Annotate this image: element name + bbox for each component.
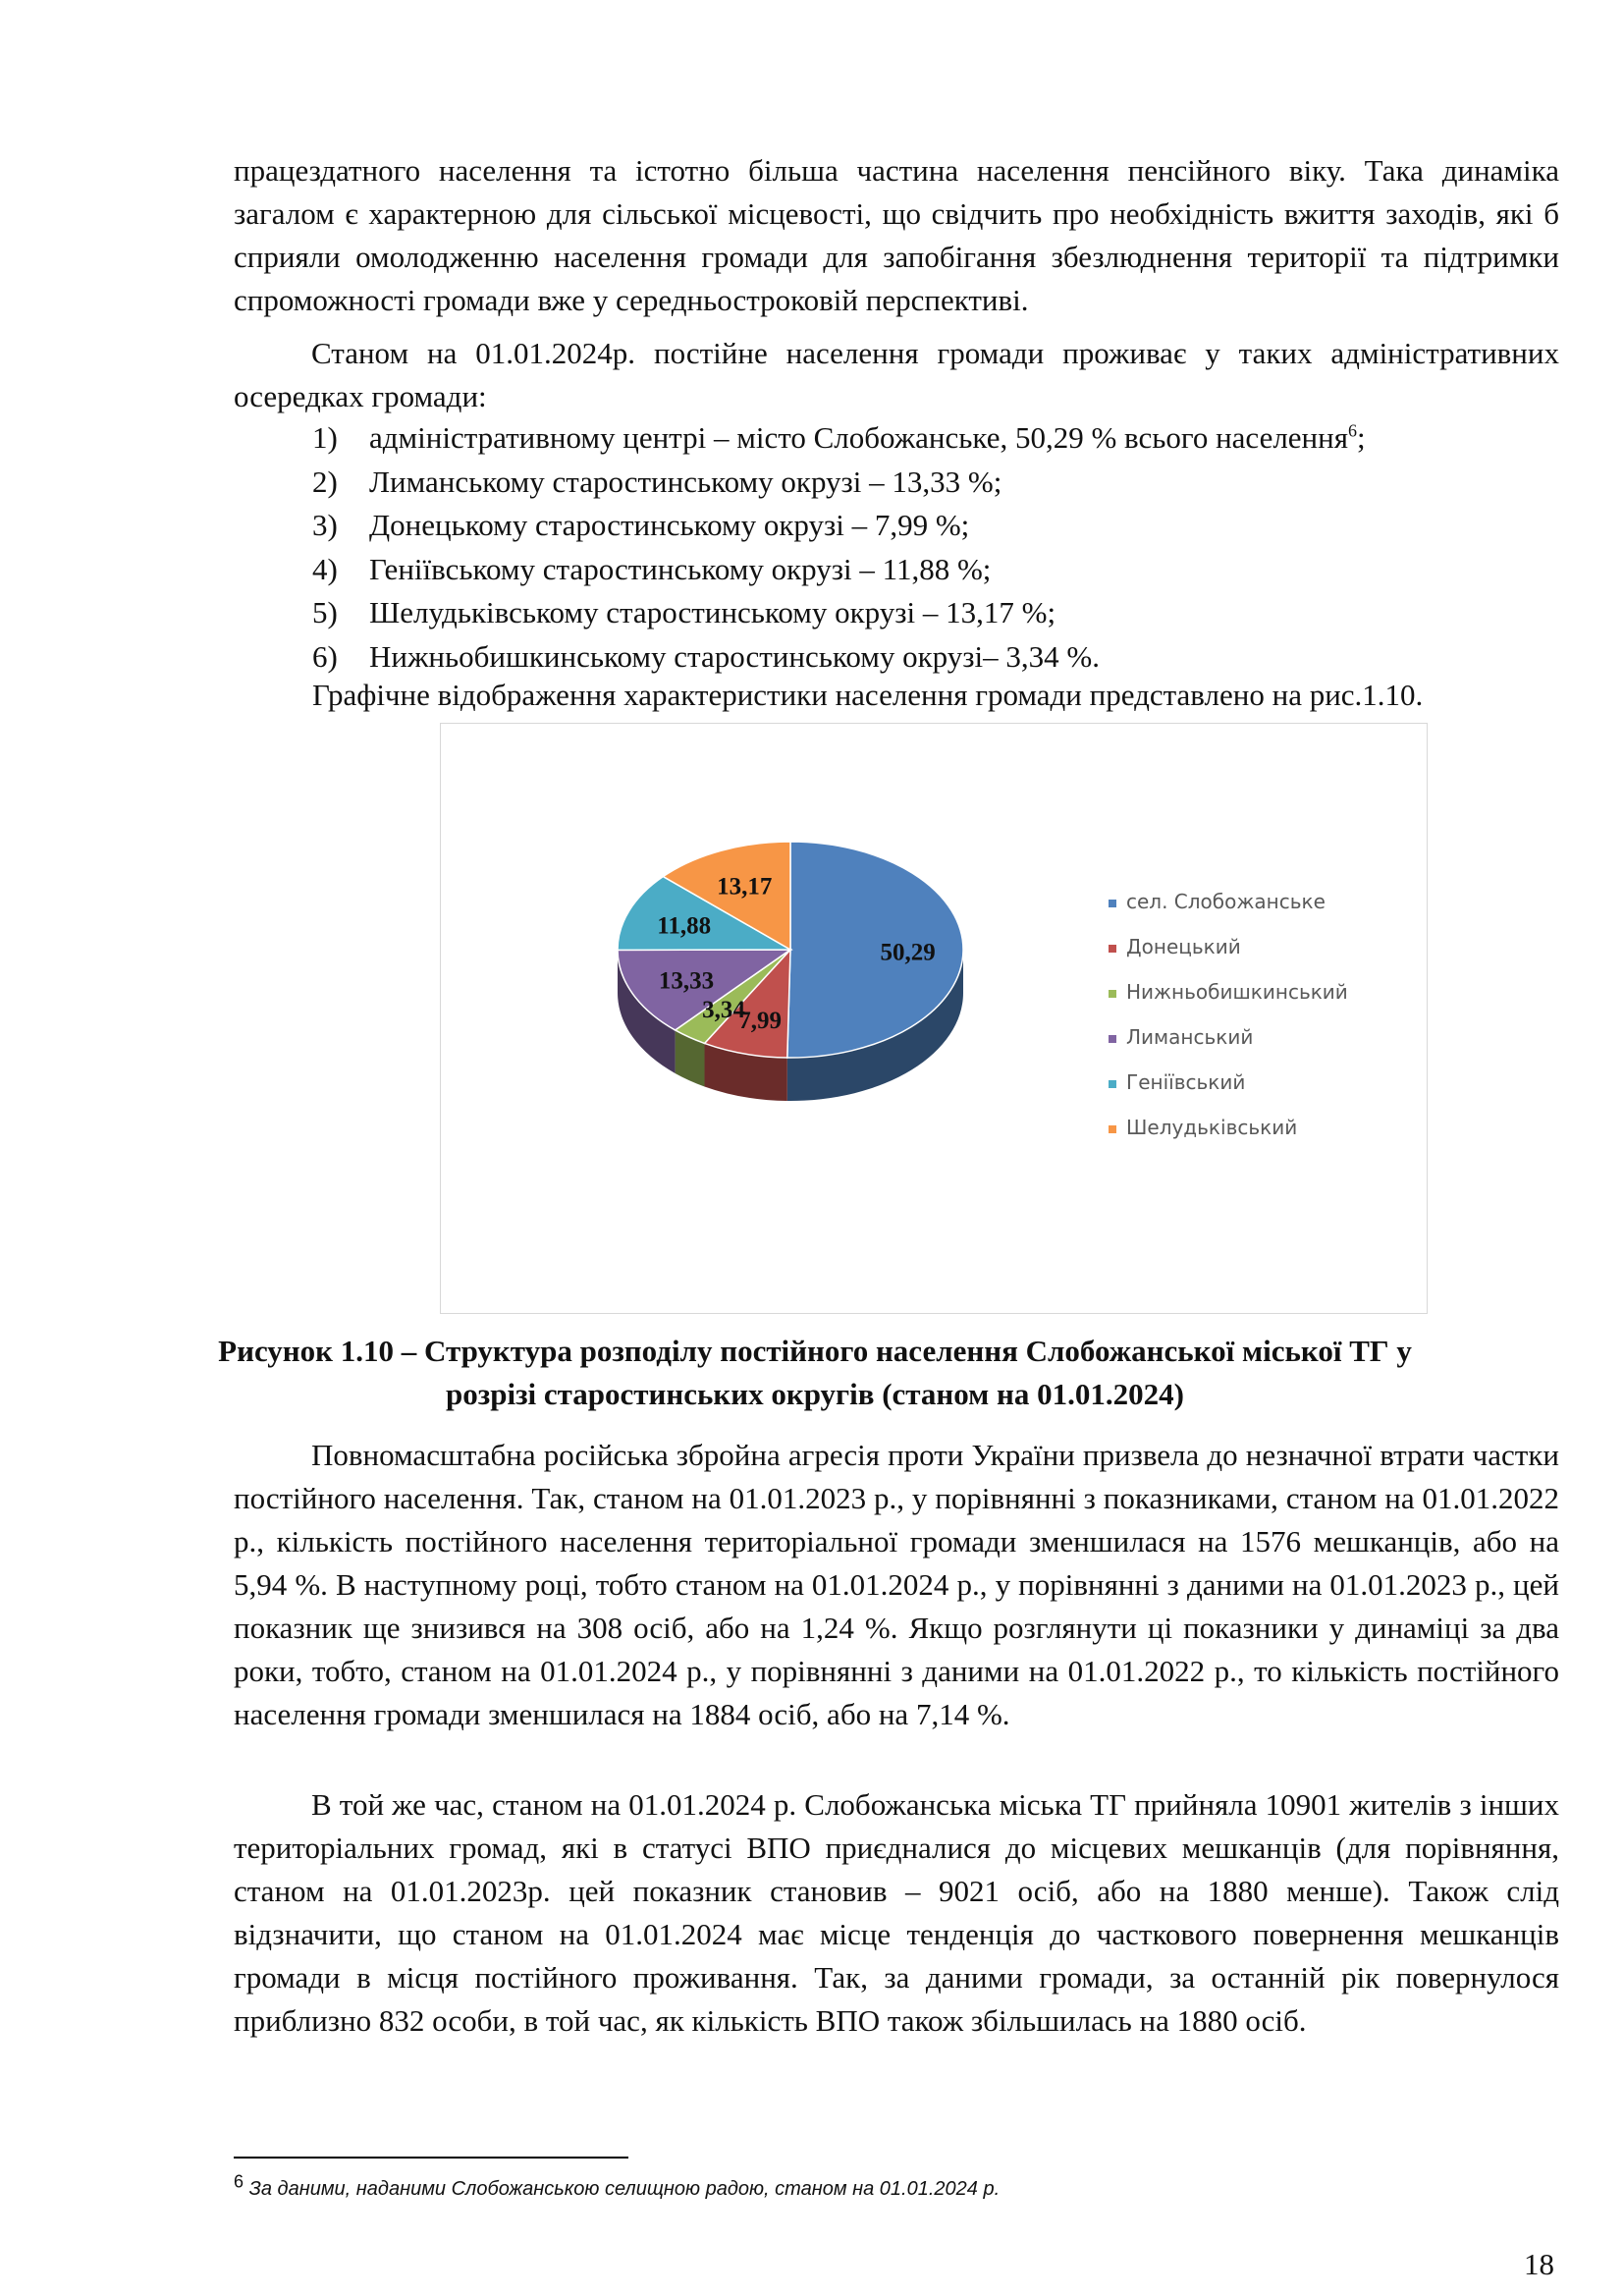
- list-item: [312, 504, 1490, 548]
- legend-marker: [1109, 900, 1116, 907]
- list-number: 5): [312, 595, 338, 629]
- list-item: [312, 548, 1490, 592]
- chart-legend: [1109, 890, 1348, 1139]
- pie-data-label: 7,99: [738, 1007, 782, 1034]
- list-item: [312, 635, 1490, 680]
- caption-line-1: Рисунок 1.10 – Структура розподілу постійного населення Слобожанської міської ТГ у: [218, 1334, 1412, 1368]
- pie-data-label: 50,29: [880, 939, 936, 966]
- paragraph-3: Повномасштабна російська збройна агресія проти України призвела до незначної втрати частки постійного населення. Так, станом на 01.01.2023 р., у порівнянні з показниками, станом на 01.01.2022 р., кількість постійного населення територіальної громади зменшилася на 1576 мешканців, або на 5,94 %. В наступному році, тобто станом на 01.01.2024 р., у порівнянні з даними на 01.01.2023 р., цей показник ще знизився на 308 осіб, або на 1,24 %. Якщо розглянути ці показники у динаміці за два роки, тобто, станом на 01.01.2024 р., у порівнянні з даними на 01.01.2022 р., то кількість постійного населення громади зменшилася на 1884 осіб, або на 7,14 %.: [234, 1438, 1559, 1731]
- pie-chart: [440, 723, 1428, 1314]
- list-item: [312, 461, 1490, 505]
- pie-data-label: 3,34: [702, 996, 745, 1023]
- list-number: 3): [312, 508, 338, 542]
- footnote: [234, 2171, 1001, 2201]
- paragraph-4: В той же час, станом на 01.01.2024 р. Слобожанська міська ТГ прийняла 10901 жителів з інших територіальних громад, які в статусі ВПО приєдналися до місцевих мешканців (для порівняння, станом на 01.01.2023р. цей показник становив – 9021 осіб, або на 1880 менше). Також слід відзначити, що станом на 01.01.2024 має місце тенденція до часткового повернення мешканців громади в місця постійного проживання. Так, за даними громади, за останній рік повернулося приблизно 832 особи, в той час, як кількість ВПО також збільшилась на 1880 осіб.: [234, 1787, 1559, 2038]
- list-number: 6): [312, 638, 338, 674]
- legend-marker: [1109, 1035, 1116, 1043]
- footnote-reference[interactable]: 6: [1348, 420, 1357, 441]
- footnote-number: 6: [234, 2171, 244, 2192]
- list-text: Донецькому старостинському окрузі – 7,99 %;: [369, 508, 970, 542]
- footnote-separator: [234, 2157, 628, 2159]
- footnote-text: За даними, наданими Слобожанською селищною радою, станом на 01.01.2024 р.: [248, 2178, 1001, 2200]
- pie-data-label: 13,33: [658, 967, 715, 995]
- list-number: 2): [312, 464, 338, 499]
- pie-chart-svg: [441, 724, 1427, 1313]
- page-number: 18: [1524, 2247, 1554, 2281]
- legend-label: Донецький: [1126, 935, 1241, 958]
- caption-line-2: розрізі старостинських округів (станом на 01.01.2024): [446, 1377, 1184, 1411]
- list-text: Геніївському старостинському окрузі – 11,88 %;: [369, 551, 992, 586]
- paragraph-1: працездатного населення та істотно більша частина населення пенсійного віку. Така динаміка загалом є характерною для сільської місцевості, що свідчить про необхідність вжиття заходів, які б сприяли омолодженню населення громади для запобігання збезлюднення території та підтримки спроможності громади вже у середньостроковій перспективі.: [234, 153, 1559, 317]
- list-text: Шелудьківському старостинському окрузі – 13,17 %;: [369, 595, 1056, 629]
- legend-label: Лиманський: [1126, 1025, 1254, 1049]
- figure-caption: [196, 1330, 1434, 1416]
- pie-data-label: 11,88: [657, 912, 712, 940]
- settlement-list: [312, 416, 1490, 679]
- legend-label: Нижньобишкинський: [1126, 980, 1348, 1004]
- list-item: [312, 416, 1490, 461]
- paragraph-2: Станом на 01.01.2024р. постійне населення громади проживає у таких адміністративних осередках громади:: [234, 336, 1559, 413]
- legend-label: сел. Слобожанське: [1126, 890, 1326, 913]
- list-number: 1): [312, 420, 338, 455]
- legend-marker: [1109, 990, 1116, 998]
- list-text-main: адміністративному центрі – місто Слобожанське, 50,29 % всього населення: [369, 420, 1348, 455]
- list-text: [369, 416, 1366, 461]
- legend-marker: [1109, 1125, 1116, 1133]
- legend-label: Шелудьківський: [1126, 1116, 1298, 1139]
- list-item: [312, 591, 1490, 635]
- graph-intro-text: Графічне відображення характеристики населення громади представлено на рис.1.10.: [312, 678, 1424, 712]
- list-text-tail: ;: [1357, 420, 1366, 455]
- list-number: 4): [312, 551, 338, 586]
- legend-marker: [1109, 1080, 1116, 1088]
- list-text: Лиманському старостинському окрузі – 13,33 %;: [369, 464, 1002, 499]
- legend-marker: [1109, 945, 1116, 953]
- list-text: Нижньобишкинському старостинському окрузі– 3,34 %.: [369, 638, 1100, 674]
- pie-data-label: 13,17: [717, 873, 773, 901]
- legend-label: Геніївський: [1126, 1070, 1246, 1094]
